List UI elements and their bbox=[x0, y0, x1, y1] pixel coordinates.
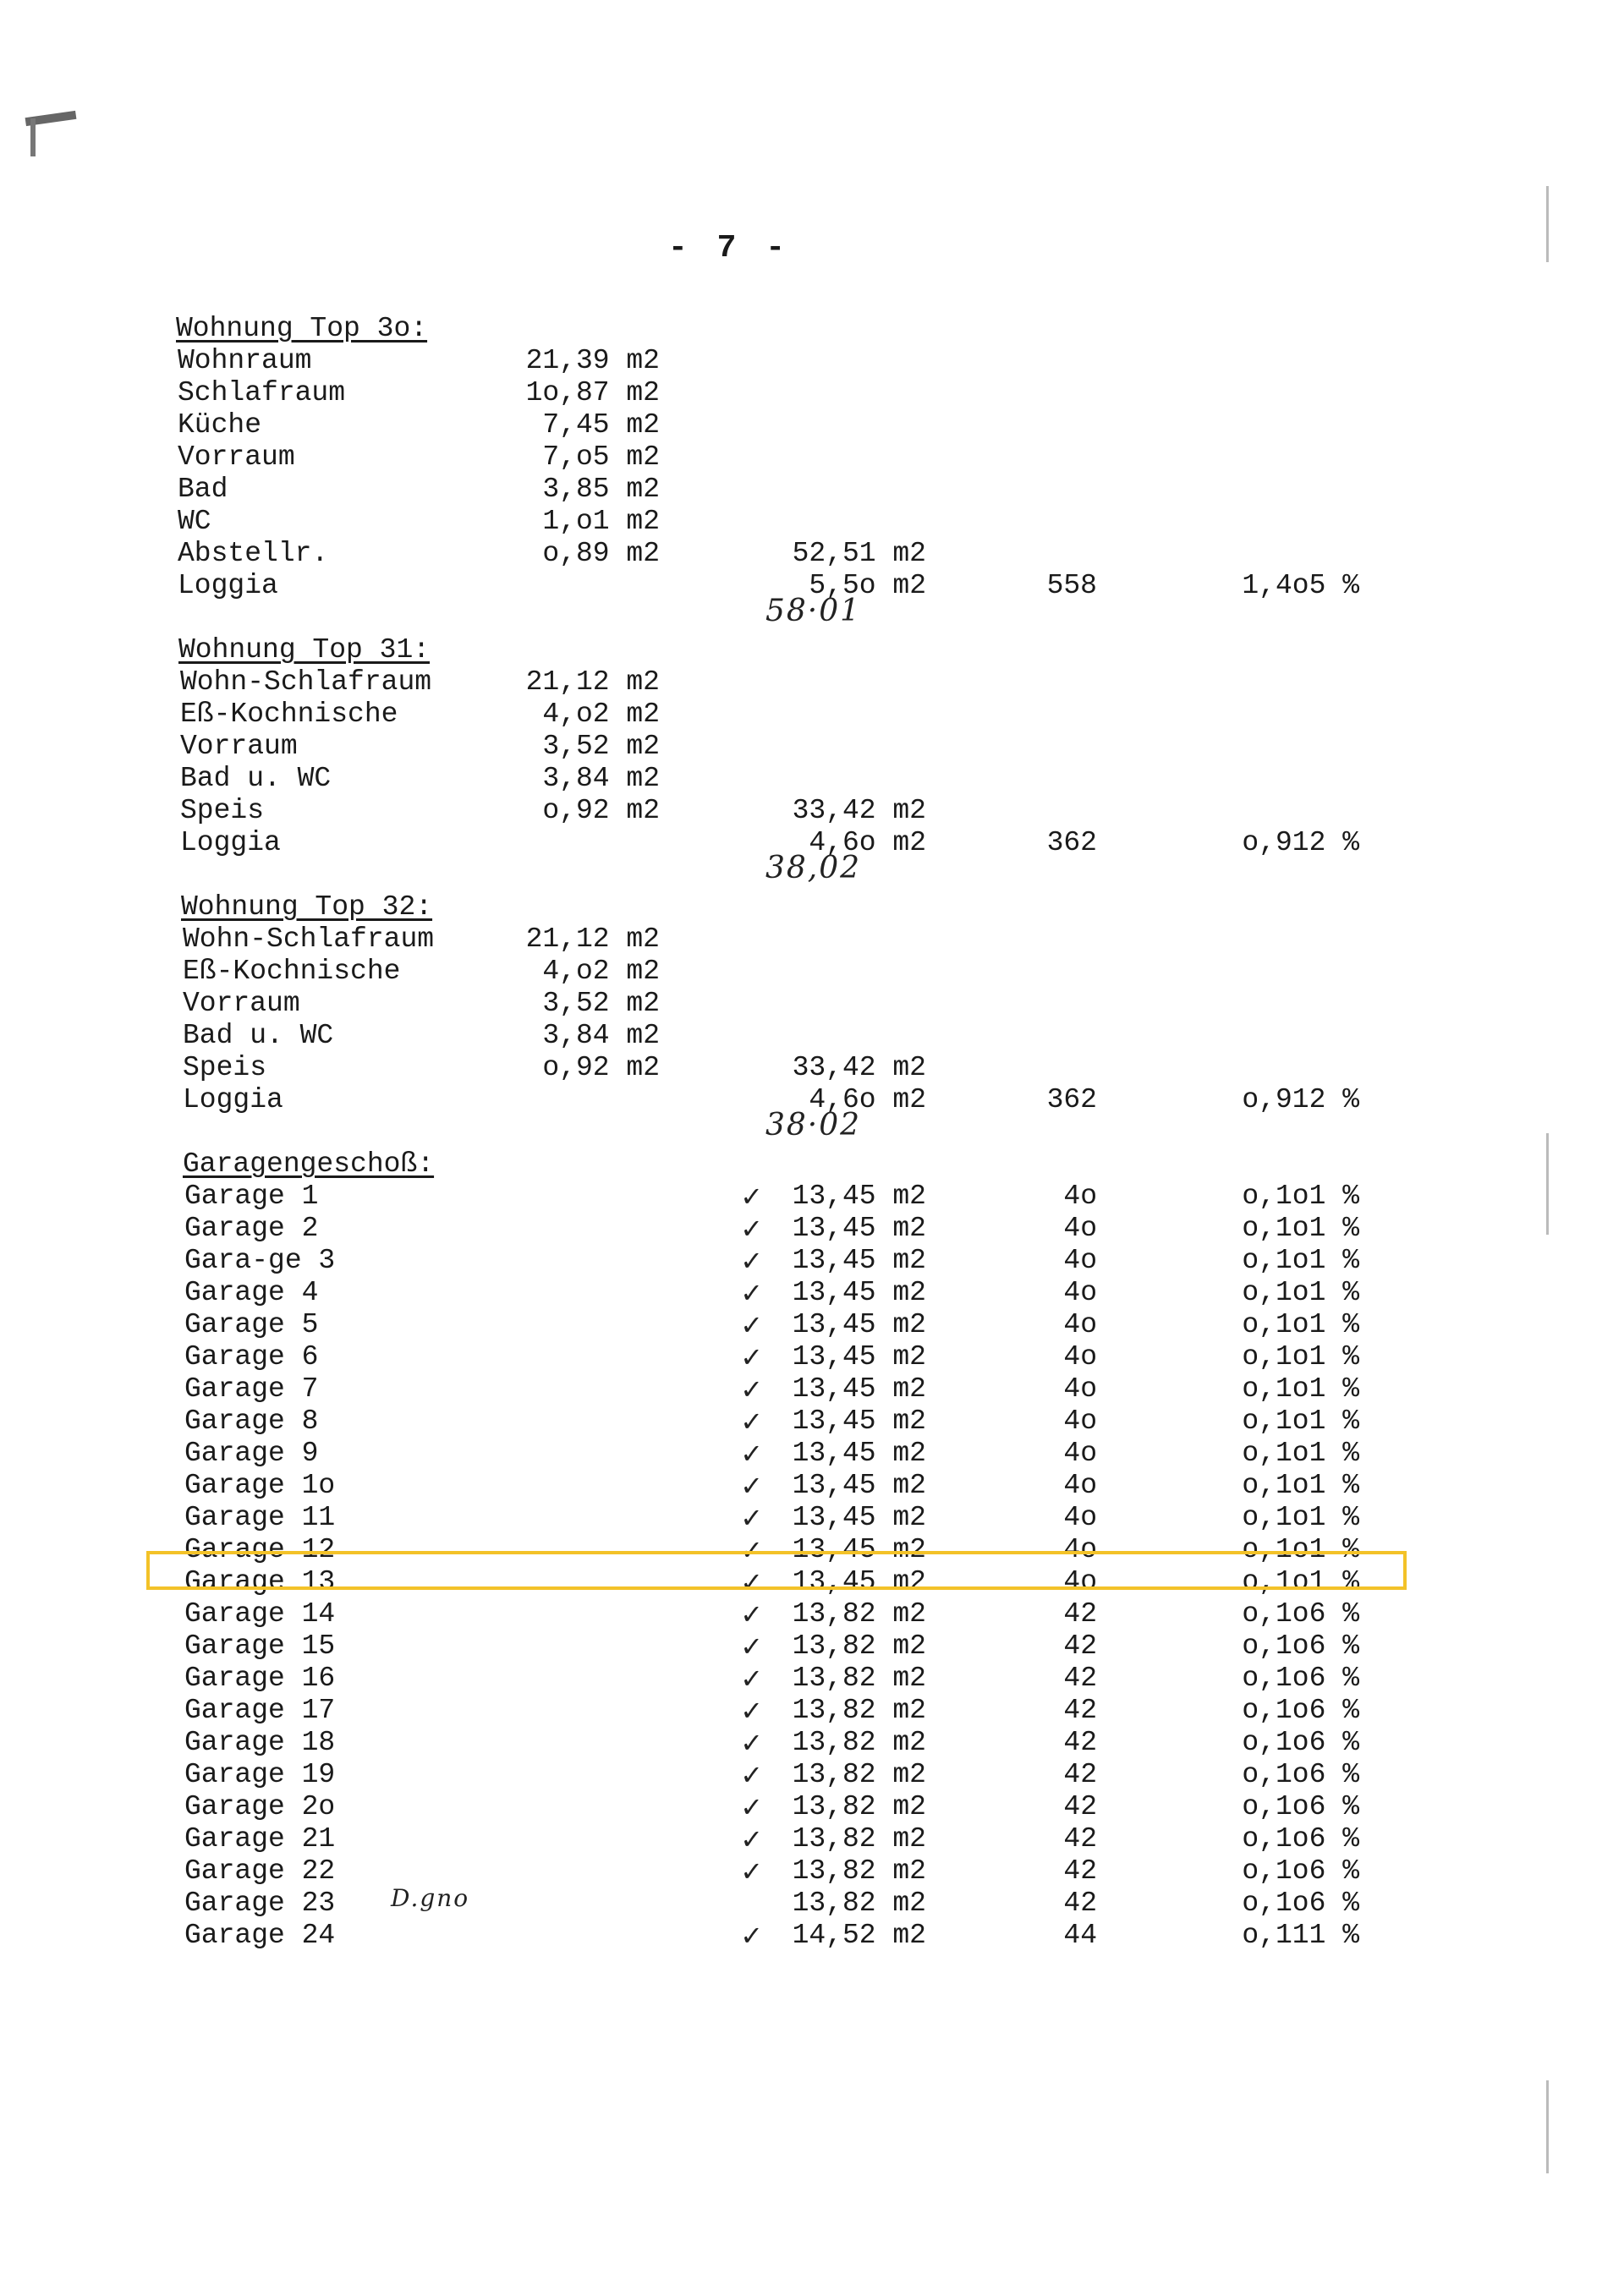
garage-area: 13,45 m2 bbox=[792, 1245, 926, 1276]
check-mark-icon: ✓ bbox=[740, 1727, 763, 1759]
handwritten-sum: 38,02 bbox=[765, 851, 862, 885]
garage-row bbox=[0, 1438, 1624, 1470]
room-total: 4,6o m2 bbox=[809, 1084, 926, 1115]
room-area: 21,12 m2 bbox=[525, 666, 660, 698]
garage-row bbox=[0, 1245, 1624, 1277]
room-area: o,89 m2 bbox=[542, 538, 660, 569]
ownership-percent: o,1o1 % bbox=[1242, 1181, 1359, 1212]
room-name: Vorraum bbox=[183, 988, 300, 1019]
room-name: Bad bbox=[178, 474, 228, 505]
garage-name: Garage 12 bbox=[184, 1534, 336, 1565]
ownership-share: 558 bbox=[1046, 570, 1097, 601]
handwritten-note: D.gno bbox=[391, 1884, 470, 1912]
ownership-share: 42 bbox=[1063, 1759, 1097, 1790]
garage-area: 13,82 m2 bbox=[792, 1598, 926, 1630]
ownership-share: 4o bbox=[1063, 1566, 1097, 1597]
ownership-share: 4o bbox=[1063, 1245, 1097, 1276]
garage-area: 13,82 m2 bbox=[792, 1888, 926, 1919]
garage-name: Garage 2o bbox=[184, 1791, 336, 1822]
section-heading: Wohnung Top 32: bbox=[181, 891, 433, 923]
garage-area: 13,82 m2 bbox=[792, 1727, 926, 1758]
garage-area: 13,45 m2 bbox=[792, 1406, 926, 1437]
room-total: 4,6o m2 bbox=[809, 827, 926, 858]
room-area: o,92 m2 bbox=[542, 1052, 660, 1083]
garage-row bbox=[0, 1277, 1624, 1309]
garage-row bbox=[0, 1884, 1624, 1920]
room-area: 21,39 m2 bbox=[525, 345, 660, 376]
check-mark-icon: ✓ bbox=[740, 1695, 763, 1727]
room-row bbox=[0, 699, 1624, 731]
ownership-share: 4o bbox=[1063, 1341, 1097, 1373]
room-name: WC bbox=[178, 506, 211, 537]
room-name: Bad u. WC bbox=[180, 763, 332, 794]
ownership-share: 362 bbox=[1046, 827, 1097, 858]
room-name: Küche bbox=[178, 409, 262, 441]
ownership-percent: o,1o1 % bbox=[1242, 1277, 1359, 1308]
ownership-percent: o,111 % bbox=[1242, 1920, 1359, 1951]
check-mark-icon: ✓ bbox=[740, 1502, 763, 1534]
garage-name: Garage 23 bbox=[184, 1888, 336, 1919]
ownership-percent: o,1o1 % bbox=[1242, 1566, 1359, 1597]
check-mark-icon: ✓ bbox=[740, 1181, 763, 1213]
garage-name: Garage 16 bbox=[184, 1663, 336, 1694]
garage-row bbox=[0, 1727, 1624, 1759]
check-mark-icon: ✓ bbox=[740, 1373, 763, 1406]
room-row bbox=[0, 409, 1624, 441]
section-heading-row bbox=[0, 634, 1624, 666]
room-name: Schlafraum bbox=[178, 377, 346, 408]
room-row bbox=[0, 1020, 1624, 1052]
ownership-percent: o,1o6 % bbox=[1242, 1791, 1359, 1822]
garage-name: Garage 11 bbox=[184, 1502, 336, 1533]
room-name: Eß-Kochnische bbox=[180, 699, 398, 730]
garage-row bbox=[0, 1920, 1624, 1952]
ownership-percent: o,1o6 % bbox=[1242, 1663, 1359, 1694]
room-name: Wohnraum bbox=[178, 345, 312, 376]
check-mark-icon: ✓ bbox=[740, 1309, 763, 1341]
room-row bbox=[0, 441, 1624, 474]
section-heading: Wohnung Top 31: bbox=[178, 634, 431, 666]
ownership-share: 42 bbox=[1063, 1695, 1097, 1726]
garage-area: 13,82 m2 bbox=[792, 1791, 926, 1822]
check-mark-icon: ✓ bbox=[740, 1630, 763, 1663]
garage-name: Garage 8 bbox=[184, 1406, 319, 1437]
garage-name: Garage 1 bbox=[184, 1181, 319, 1212]
room-row bbox=[0, 538, 1624, 570]
ownership-percent: o,1o6 % bbox=[1242, 1855, 1359, 1887]
check-mark-icon: ✓ bbox=[740, 1823, 763, 1855]
room-area: 7,45 m2 bbox=[542, 409, 660, 441]
ownership-percent: o,1o1 % bbox=[1242, 1341, 1359, 1373]
garage-area: 13,82 m2 bbox=[792, 1630, 926, 1662]
ownership-share: 44 bbox=[1063, 1920, 1097, 1951]
ownership-share: 42 bbox=[1063, 1630, 1097, 1662]
garage-area: 13,82 m2 bbox=[792, 1823, 926, 1855]
garage-area: 13,45 m2 bbox=[792, 1438, 926, 1469]
garage-row bbox=[0, 1213, 1624, 1245]
room-total: 33,42 m2 bbox=[792, 1052, 926, 1083]
page-number: - 7 - bbox=[668, 230, 791, 266]
garage-name: Garage 9 bbox=[184, 1438, 319, 1469]
room-name: Vorraum bbox=[180, 731, 298, 762]
check-mark-icon: ✓ bbox=[740, 1598, 763, 1630]
check-mark-icon: ✓ bbox=[740, 1855, 763, 1888]
room-area: 3,85 m2 bbox=[542, 474, 660, 505]
ownership-share: 42 bbox=[1063, 1663, 1097, 1694]
ownership-percent: o,1o1 % bbox=[1242, 1373, 1359, 1405]
garage-area: 13,45 m2 bbox=[792, 1470, 926, 1501]
section-heading-row bbox=[0, 313, 1624, 345]
ownership-share: 42 bbox=[1063, 1598, 1097, 1630]
room-area: 3,84 m2 bbox=[542, 1020, 660, 1051]
room-row bbox=[0, 345, 1624, 377]
check-mark-icon: ✓ bbox=[740, 1438, 763, 1470]
ownership-percent: o,1o1 % bbox=[1242, 1438, 1359, 1469]
check-mark-icon: ✓ bbox=[740, 1341, 763, 1373]
room-total: 52,51 m2 bbox=[792, 538, 926, 569]
garage-row bbox=[0, 1759, 1624, 1791]
garage-area: 13,45 m2 bbox=[792, 1277, 926, 1308]
room-row bbox=[0, 731, 1624, 763]
garage-area: 13,45 m2 bbox=[792, 1309, 926, 1340]
check-mark-icon: ✓ bbox=[740, 1245, 763, 1277]
ownership-share: 4o bbox=[1063, 1309, 1097, 1340]
garage-name: Garage 14 bbox=[184, 1598, 336, 1630]
garage-row bbox=[0, 1181, 1624, 1213]
garage-row bbox=[0, 1630, 1624, 1663]
garage-name: Garage 4 bbox=[184, 1277, 319, 1308]
room-total: 5,5o m2 bbox=[809, 570, 926, 601]
garage-area: 13,82 m2 bbox=[792, 1695, 926, 1726]
ownership-share: 42 bbox=[1063, 1855, 1097, 1887]
room-name: Speis bbox=[183, 1052, 267, 1083]
garage-row bbox=[0, 1695, 1624, 1727]
room-name: Speis bbox=[180, 795, 265, 826]
garage-area: 13,45 m2 bbox=[792, 1181, 926, 1212]
handwritten-sum: 38·02 bbox=[765, 1108, 862, 1143]
ownership-percent: o,1o1 % bbox=[1242, 1502, 1359, 1533]
room-name: Vorraum bbox=[178, 441, 295, 473]
ownership-share: 4o bbox=[1063, 1470, 1097, 1501]
garage-name: Garage 13 bbox=[184, 1566, 336, 1597]
garage-row bbox=[0, 1502, 1624, 1534]
garage-area: 13,45 m2 bbox=[792, 1566, 926, 1597]
garage-name: Garage 6 bbox=[184, 1341, 319, 1373]
ownership-percent: o,1o1 % bbox=[1242, 1309, 1359, 1340]
ownership-percent: o,1o1 % bbox=[1242, 1534, 1359, 1565]
garage-name: Garage 5 bbox=[184, 1309, 319, 1340]
garage-row bbox=[0, 1823, 1624, 1855]
check-mark-icon: ✓ bbox=[740, 1566, 763, 1598]
room-area: 21,12 m2 bbox=[525, 923, 660, 955]
room-area: 3,84 m2 bbox=[542, 763, 660, 794]
room-row bbox=[0, 988, 1624, 1020]
section-heading-row bbox=[0, 891, 1624, 923]
ownership-share: 42 bbox=[1063, 1791, 1097, 1822]
garage-name: Garage 19 bbox=[184, 1759, 336, 1790]
garage-name: Garage 15 bbox=[184, 1630, 336, 1662]
room-row bbox=[0, 666, 1624, 699]
room-name: Eß-Kochnische bbox=[183, 956, 401, 987]
garage-area: 13,82 m2 bbox=[792, 1855, 926, 1887]
room-area: 3,52 m2 bbox=[542, 731, 660, 762]
ownership-share: 362 bbox=[1046, 1084, 1097, 1115]
garage-area: 13,82 m2 bbox=[792, 1759, 926, 1790]
scan-edge-mark bbox=[1546, 2080, 1549, 2173]
garage-row bbox=[0, 1341, 1624, 1373]
check-mark-icon: ✓ bbox=[740, 1406, 763, 1438]
garage-row bbox=[0, 1598, 1624, 1630]
check-mark-icon: ✓ bbox=[740, 1470, 763, 1502]
scan-mark bbox=[30, 118, 36, 156]
garage-row bbox=[0, 1663, 1624, 1695]
ownership-percent: o,1o6 % bbox=[1242, 1727, 1359, 1758]
garage-name: Garage 17 bbox=[184, 1695, 336, 1726]
section-heading: Garagengeschoß: bbox=[183, 1148, 435, 1180]
ownership-percent: o,1o6 % bbox=[1242, 1598, 1359, 1630]
ownership-share: 4o bbox=[1063, 1406, 1097, 1437]
room-name: Loggia bbox=[180, 827, 281, 858]
scan-edge-mark bbox=[1546, 186, 1549, 262]
garage-name: Gara-ge 3 bbox=[184, 1245, 336, 1276]
room-name: Bad u. WC bbox=[183, 1020, 334, 1051]
room-name: Wohn-Schlafraum bbox=[180, 666, 432, 698]
ownership-percent: o,1o6 % bbox=[1242, 1759, 1359, 1790]
ownership-share: 4o bbox=[1063, 1181, 1097, 1212]
room-name: Loggia bbox=[183, 1084, 283, 1115]
ownership-percent: o,1o1 % bbox=[1242, 1406, 1359, 1437]
ownership-percent: o,1o1 % bbox=[1242, 1245, 1359, 1276]
ownership-share: 4o bbox=[1063, 1534, 1097, 1565]
room-row bbox=[0, 377, 1624, 409]
ownership-share: 4o bbox=[1063, 1438, 1097, 1469]
handwritten-sum: 58·01 bbox=[765, 594, 862, 628]
garage-name: Garage 21 bbox=[184, 1823, 336, 1855]
ownership-share: 4o bbox=[1063, 1277, 1097, 1308]
garage-name: Garage 18 bbox=[184, 1727, 336, 1758]
ownership-percent: o,912 % bbox=[1242, 827, 1359, 858]
ownership-percent: o,1o1 % bbox=[1242, 1470, 1359, 1501]
room-area: 7,o5 m2 bbox=[542, 441, 660, 473]
room-row bbox=[0, 923, 1624, 956]
garage-area: 14,52 m2 bbox=[792, 1920, 926, 1951]
ownership-share: 4o bbox=[1063, 1502, 1097, 1533]
garage-area: 13,45 m2 bbox=[792, 1502, 926, 1533]
garage-name: Garage 22 bbox=[184, 1855, 336, 1887]
room-row bbox=[0, 795, 1624, 827]
garage-area: 13,45 m2 bbox=[792, 1373, 926, 1405]
room-area: 3,52 m2 bbox=[542, 988, 660, 1019]
room-row bbox=[0, 1052, 1624, 1084]
room-area: 1o,87 m2 bbox=[525, 377, 660, 408]
garage-row bbox=[0, 1855, 1624, 1888]
room-area: o,92 m2 bbox=[542, 795, 660, 826]
garage-row bbox=[0, 1309, 1624, 1341]
section-heading-row bbox=[0, 1148, 1624, 1181]
ownership-percent: o,1o6 % bbox=[1242, 1695, 1359, 1726]
garage-area: 13,45 m2 bbox=[792, 1534, 926, 1565]
garage-row bbox=[0, 1791, 1624, 1823]
ownership-percent: o,1o6 % bbox=[1242, 1888, 1359, 1919]
check-mark-icon: ✓ bbox=[740, 1663, 763, 1695]
room-name: Abstellr. bbox=[178, 538, 329, 569]
garage-row bbox=[0, 1373, 1624, 1406]
ownership-share: 4o bbox=[1063, 1373, 1097, 1405]
ownership-share: 42 bbox=[1063, 1823, 1097, 1855]
garage-area: 13,82 m2 bbox=[792, 1663, 926, 1694]
garage-row bbox=[0, 1406, 1624, 1438]
check-mark-icon: ✓ bbox=[740, 1791, 763, 1823]
garage-name: Garage 7 bbox=[184, 1373, 319, 1405]
room-total: 33,42 m2 bbox=[792, 795, 926, 826]
check-mark-icon: ✓ bbox=[740, 1920, 763, 1952]
check-mark-icon: ✓ bbox=[740, 1277, 763, 1309]
row-highlight-garage-13 bbox=[146, 1551, 1407, 1590]
ownership-percent: o,1o6 % bbox=[1242, 1823, 1359, 1855]
garage-name: Garage 24 bbox=[184, 1920, 336, 1951]
ownership-share: 4o bbox=[1063, 1213, 1097, 1244]
room-name: Loggia bbox=[178, 570, 278, 601]
room-name: Wohn-Schlafraum bbox=[183, 923, 435, 955]
section-heading: Wohnung Top 3o: bbox=[176, 313, 428, 344]
garage-area: 13,45 m2 bbox=[792, 1213, 926, 1244]
ownership-percent: o,912 % bbox=[1242, 1084, 1359, 1115]
room-row bbox=[0, 506, 1624, 538]
room-row bbox=[0, 956, 1624, 988]
room-area: 4,o2 m2 bbox=[542, 699, 660, 730]
room-area: 4,o2 m2 bbox=[542, 956, 660, 987]
room-row bbox=[0, 474, 1624, 506]
garage-name: Garage 1o bbox=[184, 1470, 336, 1501]
room-row bbox=[0, 763, 1624, 795]
ownership-percent: o,1o6 % bbox=[1242, 1630, 1359, 1662]
ownership-share: 42 bbox=[1063, 1727, 1097, 1758]
ownership-share: 42 bbox=[1063, 1888, 1097, 1919]
garage-area: 13,45 m2 bbox=[792, 1341, 926, 1373]
garage-row bbox=[0, 1470, 1624, 1502]
check-mark-icon: ✓ bbox=[740, 1759, 763, 1791]
room-area: 1,o1 m2 bbox=[542, 506, 660, 537]
ownership-percent: 1,4o5 % bbox=[1242, 570, 1359, 601]
ownership-percent: o,1o1 % bbox=[1242, 1213, 1359, 1244]
check-mark-icon: ✓ bbox=[740, 1213, 763, 1245]
garage-name: Garage 2 bbox=[184, 1213, 319, 1244]
check-mark-icon: ✓ bbox=[740, 1534, 763, 1566]
